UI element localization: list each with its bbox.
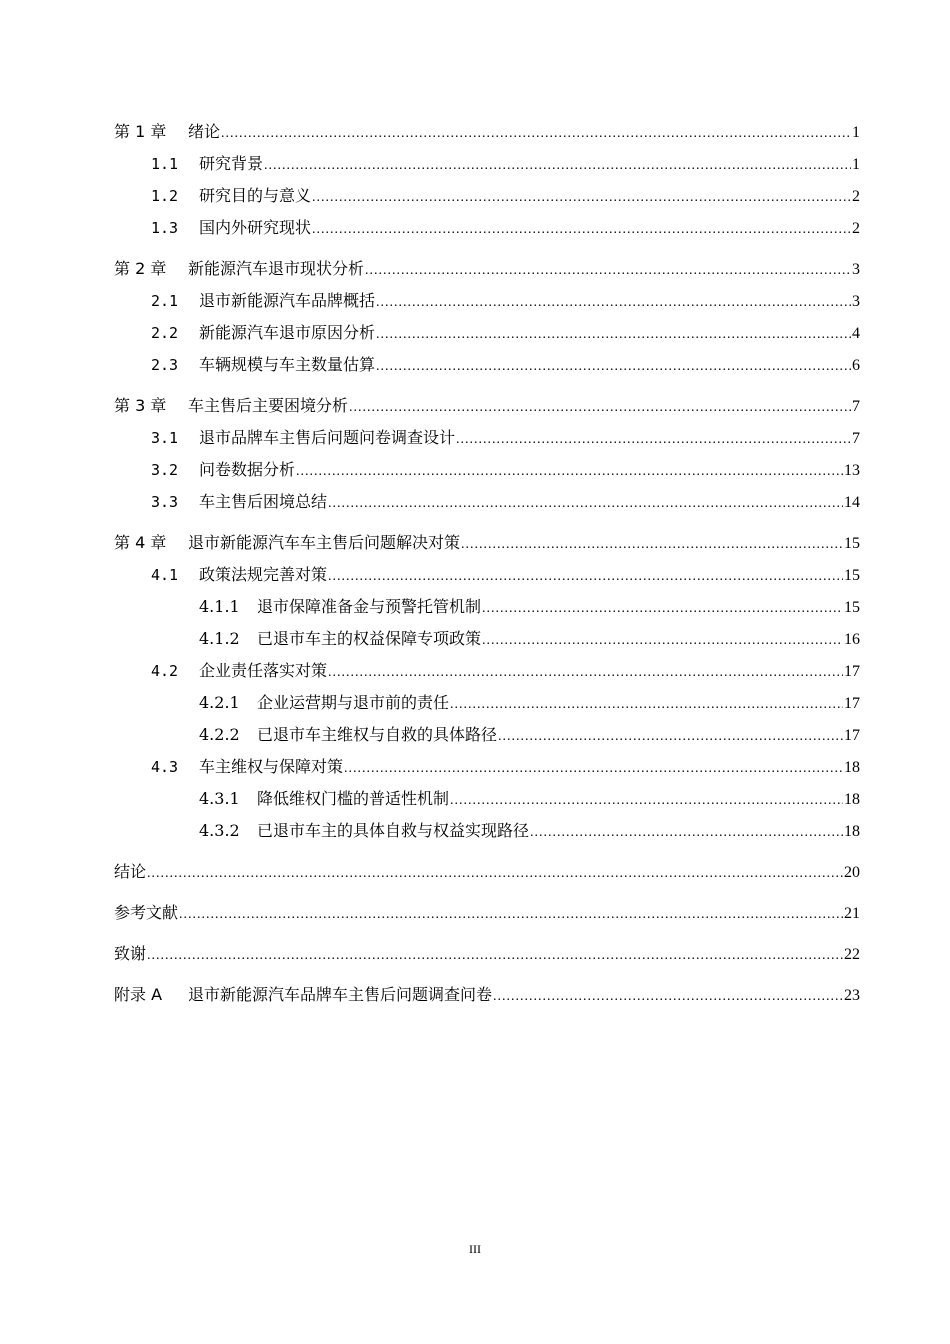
toc-entry-chapter-1[interactable] xyxy=(114,116,860,148)
toc-entry-number: 4.1 xyxy=(151,566,179,584)
toc-entry-page: 2 xyxy=(852,220,860,237)
toc-entry-title: 新能源汽车退市现状分析 xyxy=(188,259,365,278)
toc-dot-leader xyxy=(450,785,843,817)
toc-entry-1-2[interactable] xyxy=(114,180,860,212)
toc-entry-chapter-4[interactable] xyxy=(114,527,860,559)
toc-dot-leader xyxy=(328,561,843,593)
toc-entry-4-3[interactable] xyxy=(114,751,860,783)
toc-entry-title: 绪论 xyxy=(188,122,221,141)
toc-entry-number: 4.2.1 xyxy=(199,693,240,712)
toc-entry-page: 16 xyxy=(844,631,860,648)
toc-entry-title: 结论 xyxy=(114,862,147,881)
toc-entry-number: 3.1 xyxy=(151,429,179,447)
toc-entry-1-1[interactable] xyxy=(114,148,860,180)
toc-dot-leader xyxy=(461,529,843,561)
toc-dot-leader xyxy=(221,118,851,150)
toc-entry-1-3[interactable] xyxy=(114,212,860,244)
toc-entry-4-2-2[interactable] xyxy=(114,719,860,751)
toc-dot-leader xyxy=(482,593,843,625)
toc-dot-leader xyxy=(296,456,843,488)
toc-entry-page: 1 xyxy=(852,124,860,141)
toc-entry-number: 1.2 xyxy=(151,187,179,205)
page-number: III xyxy=(469,1242,481,1256)
toc-entry-page: 3 xyxy=(852,293,860,310)
toc-entry-number: 1.1 xyxy=(151,155,179,173)
toc-entry-title: 企业运营期与退市前的责任 xyxy=(257,693,450,712)
toc-entry-4-2[interactable] xyxy=(114,655,860,687)
toc-entry-3-2[interactable] xyxy=(114,454,860,486)
toc-entry-title: 已退市车主维权与自救的具体路径 xyxy=(257,725,498,744)
toc-entry-title: 车主维权与保障对策 xyxy=(199,757,344,776)
toc-entry-page: 6 xyxy=(852,357,860,374)
toc-entry-4-2-1[interactable] xyxy=(114,687,860,719)
toc-entry-page: 1 xyxy=(852,156,860,173)
toc-entry-title: 参考文献 xyxy=(114,903,179,922)
toc-entry-number: 附录 A xyxy=(114,985,163,1004)
toc-entry-number: 4.2 xyxy=(151,662,179,680)
toc-entry-references[interactable] xyxy=(114,897,860,929)
toc-dot-leader xyxy=(376,287,851,319)
toc-dot-leader xyxy=(264,150,851,182)
toc-dot-leader xyxy=(482,625,843,657)
toc-entry-page: 14 xyxy=(844,494,860,511)
toc-entry-number: 4.1.2 xyxy=(199,629,240,648)
toc-entry-number: 第 2 章 xyxy=(114,259,167,278)
toc-entry-4-3-1[interactable] xyxy=(114,783,860,815)
toc-entry-title: 国内外研究现状 xyxy=(199,218,312,237)
toc-entry-number: 第 4 章 xyxy=(114,533,167,552)
toc-entry-4-1-1[interactable] xyxy=(114,591,860,623)
toc-entry-4-3-2[interactable] xyxy=(114,815,860,847)
toc-entry-number: 4.3.2 xyxy=(199,821,240,840)
toc-entry-page: 7 xyxy=(852,430,860,447)
toc-dot-leader xyxy=(450,689,843,721)
toc-entry-2-1[interactable] xyxy=(114,285,860,317)
toc-entry-title: 研究背景 xyxy=(199,154,264,173)
toc-entry-title: 车主售后主要困境分析 xyxy=(188,396,349,415)
toc-dot-leader xyxy=(147,858,843,890)
toc-entry-title: 已退市车主的权益保障专项政策 xyxy=(257,629,482,648)
toc-entry-number: 3.3 xyxy=(151,493,179,511)
toc-entry-title: 退市新能源汽车品牌概括 xyxy=(199,291,376,310)
toc-entry-number: 3.2 xyxy=(151,461,179,479)
toc-entry-page: 2 xyxy=(852,188,860,205)
toc-entry-chapter-2[interactable] xyxy=(114,253,860,285)
toc-entry-title: 问卷数据分析 xyxy=(199,460,296,479)
table-of-contents xyxy=(114,116,860,1011)
toc-entry-page: 20 xyxy=(844,864,860,881)
toc-entry-number: 4.2.2 xyxy=(199,725,240,744)
toc-dot-leader xyxy=(376,319,851,351)
toc-dot-leader xyxy=(312,214,851,246)
toc-dot-leader xyxy=(328,657,843,689)
toc-entry-page: 18 xyxy=(844,759,860,776)
toc-dot-leader xyxy=(349,392,851,424)
toc-entry-page: 15 xyxy=(844,567,860,584)
toc-entry-number: 第 1 章 xyxy=(114,122,167,141)
toc-entry-page: 15 xyxy=(844,535,860,552)
toc-entry-title: 已退市车主的具体自救与权益实现路径 xyxy=(257,821,530,840)
toc-entry-4-1-2[interactable] xyxy=(114,623,860,655)
toc-entry-title: 降低维权门槛的普适性机制 xyxy=(257,789,450,808)
toc-entry-page: 4 xyxy=(852,325,860,342)
toc-entry-4-1[interactable] xyxy=(114,559,860,591)
toc-entry-number: 4.1.1 xyxy=(199,597,240,616)
toc-entry-title: 退市新能源汽车车主售后问题解决对策 xyxy=(188,533,461,552)
toc-dot-leader xyxy=(147,940,843,972)
toc-entry-conclusion[interactable] xyxy=(114,856,860,888)
toc-entry-number: 第 3 章 xyxy=(114,396,167,415)
toc-entry-page: 3 xyxy=(852,261,860,278)
toc-entry-title: 车辆规模与车主数量估算 xyxy=(199,355,376,374)
toc-entry-acknowledgements[interactable] xyxy=(114,938,860,970)
toc-dot-leader xyxy=(498,721,843,753)
toc-entry-title: 退市品牌车主售后问题问卷调查设计 xyxy=(199,428,456,447)
toc-entry-title: 致谢 xyxy=(114,944,147,963)
toc-entry-number: 2.3 xyxy=(151,356,179,374)
toc-entry-page: 17 xyxy=(844,727,860,744)
toc-entry-number: 4.3 xyxy=(151,758,179,776)
toc-entry-title: 企业责任落实对策 xyxy=(199,661,328,680)
toc-dot-leader xyxy=(179,899,843,931)
toc-entry-chapter-3[interactable] xyxy=(114,390,860,422)
toc-entry-page: 17 xyxy=(844,663,860,680)
toc-dot-leader xyxy=(328,488,843,520)
toc-entry-title: 退市新能源汽车品牌车主售后问题调查问卷 xyxy=(188,985,493,1004)
toc-entry-3-3[interactable] xyxy=(114,486,860,518)
toc-entry-number: 2.1 xyxy=(151,292,179,310)
toc-dot-leader xyxy=(344,753,843,785)
toc-entry-number: 4.3.1 xyxy=(199,789,240,808)
toc-dot-leader xyxy=(376,351,851,383)
toc-dot-leader xyxy=(312,182,851,214)
toc-entry-title: 研究目的与意义 xyxy=(199,186,312,205)
toc-entry-page: 7 xyxy=(852,398,860,415)
toc-entry-page: 22 xyxy=(844,946,860,963)
toc-entry-2-2[interactable] xyxy=(114,317,860,349)
toc-dot-leader xyxy=(456,424,851,456)
toc-entry-page: 18 xyxy=(844,791,860,808)
toc-entry-title: 新能源汽车退市原因分析 xyxy=(199,323,376,342)
toc-entry-title: 退市保障准备金与预警托管机制 xyxy=(257,597,482,616)
toc-entry-title: 车主售后困境总结 xyxy=(199,492,328,511)
toc-dot-leader xyxy=(530,817,843,849)
toc-entry-number: 1.3 xyxy=(151,219,179,237)
toc-dot-leader xyxy=(493,981,843,1013)
toc-entry-appendix-a[interactable] xyxy=(114,979,860,1011)
toc-entry-page: 17 xyxy=(844,695,860,712)
toc-entry-page: 18 xyxy=(844,823,860,840)
toc-dot-leader xyxy=(365,255,851,287)
toc-entry-page: 23 xyxy=(844,987,860,1004)
toc-entry-page: 15 xyxy=(844,599,860,616)
toc-entry-title: 政策法规完善对策 xyxy=(199,565,328,584)
toc-entry-number: 2.2 xyxy=(151,324,179,342)
toc-entry-3-1[interactable] xyxy=(114,422,860,454)
toc-entry-2-3[interactable] xyxy=(114,349,860,381)
toc-entry-page: 13 xyxy=(844,462,860,479)
toc-entry-page: 21 xyxy=(844,905,860,922)
